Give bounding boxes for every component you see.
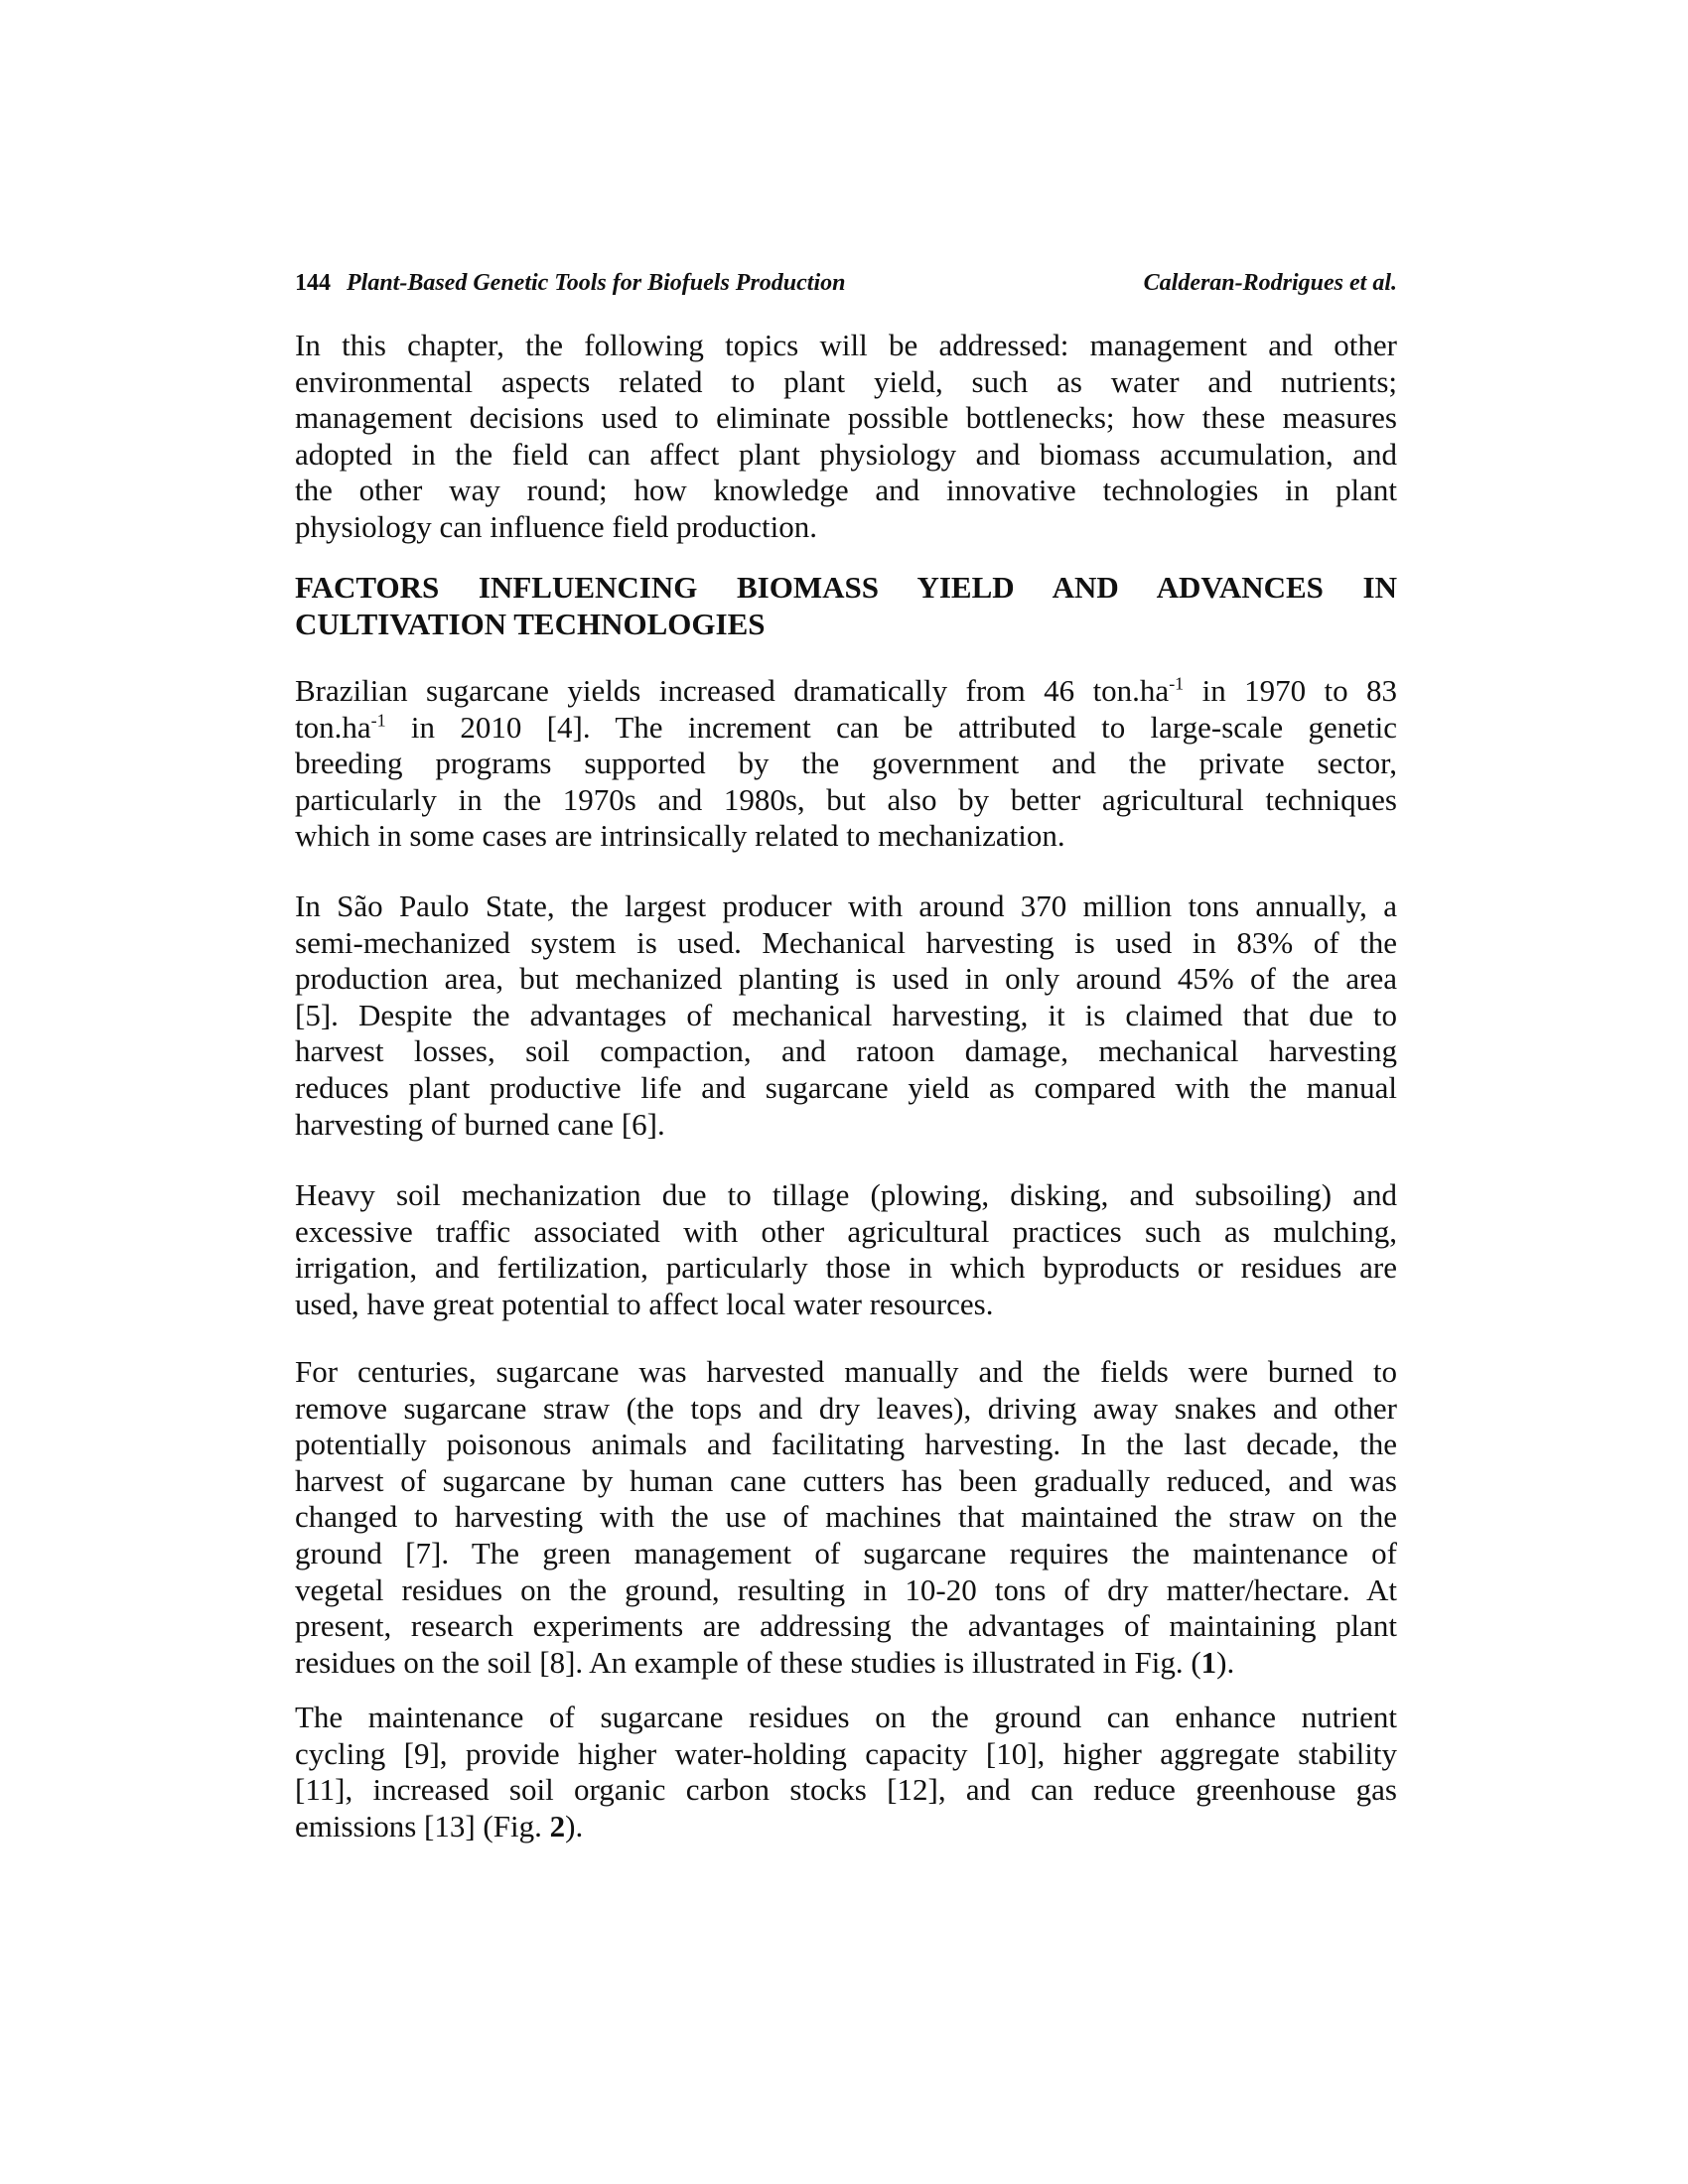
text-line: breeding programs supported by the government and the private sector, [295,746,1397,781]
text-line: adopted in the field can affect plant physiology and biomass accumulation, and [295,436,1397,472]
authors: Calderan-Rodrigues et al. [1143,270,1397,296]
text-line: $ton.ha^{-1}$ in 2010 [4]. The increment can be attributed to large-scale genetic [295,709,1397,745]
figure-reference: 2 [549,1808,566,1843]
text-line: residues on the soil [8]. An example of these studies is illustrated in Fig. (1). [295,1644,1235,1680]
paragraph-soil-mechanization [295,1177,1397,1322]
text-line: remove sugarcane straw (the tops and dry leaves), driving away snakes and other [295,1390,1397,1426]
text-line: Brazilian sugarcane yields increased dramatically from 46 $ton.ha^{-1}$ in 1970 to 83 [295,673,1397,708]
text-line: [11], increased soil organic carbon stocks [12], and can reduce greenhouse gas [295,1772,1397,1808]
running-header [295,270,1397,304]
text-line: emissions [13] (Fig. 2). [295,1808,584,1843]
text-line: production area, but mechanized planting is used in only around 45% of the area [295,961,1397,997]
text-line: In São Paulo State, the largest producer with around 370 million tons annually, a [295,888,1397,923]
book-title: Plant-Based Genetic Tools for Biofuels Production [347,270,846,296]
text-line: reduces plant productive life and sugarcane yield as compared with the manual [295,1069,1397,1105]
text-line: irrigation, and fertilization, particularly those in which byproducts or residues are [295,1250,1397,1286]
text-line: harvest of sugarcane by human cane cutters has been gradually reduced, and was [295,1462,1397,1498]
paragraph-harvesting-history [295,1354,1397,1681]
text-line: management decisions used to eliminate possible bottlenecks; how these measures [295,400,1397,436]
text-line: [5]. Despite the advantages of mechanical harvesting, it is claimed that due to [295,997,1397,1032]
text-line: The maintenance of sugarcane residues on the ground can enhance nutrient [295,1700,1397,1734]
text-line: Heavy soil mechanization due to tillage (plowing, disking, and subsoiling) and [295,1177,1397,1212]
paragraph-residue-benefits [295,1700,1397,1844]
text-line: used, have great potential to affect local water resources. [295,1286,994,1321]
heading-line: CULTIVATION TECHNOLOGIES [295,606,766,641]
heading-line: FACTORS INFLUENCING BIOMASS YIELD AND ADVANCES IN [295,570,1397,605]
text-line: potentially poisonous animals and facilitating harvesting. In the last decade, the [295,1427,1397,1462]
text-line: particularly in the 1970s and 1980s, but also by better agricultural techniques [295,781,1397,817]
paragraph-sao-paulo [295,888,1397,1143]
text-line: physiology can influence field production. [295,508,818,544]
text-line: present, research experiments are addressing the advantages of maintaining plant [295,1608,1397,1644]
text-line: cycling [9], provide higher water-holding capacity [10], higher aggregate stability [295,1735,1397,1771]
text-line: harvesting of burned cane [6]. [295,1106,665,1142]
section-heading [295,570,1397,642]
text-line: changed to harvesting with the use of machines that maintained the straw on the [295,1499,1397,1535]
page-number: 144 [295,270,331,296]
text-line: For centuries, sugarcane was harvested manually and the fields were burned to [295,1354,1397,1389]
text-line: environmental aspects related to plant yield, such as water and nutrients; [295,363,1397,399]
paragraph-yields [295,673,1397,855]
text-line: the other way round; how knowledge and innovative technologies in plant [295,473,1397,508]
text-line: semi-mechanized system is used. Mechanical harvesting is used in 83% of the [295,924,1397,960]
text-line: excessive traffic associated with other agricultural practices such as mulching, [295,1213,1397,1249]
intro-paragraph [295,328,1397,546]
figure-reference: 1 [1200,1644,1217,1680]
text-line: harvest losses, soil compaction, and ratoon damage, mechanical harvesting [295,1033,1397,1069]
text-line: ground [7]. The green management of sugarcane requires the maintenance of [295,1535,1397,1570]
text-line: In this chapter, the following topics will be addressed: management and other [295,328,1397,362]
text-line: which in some cases are intrinsically related to mechanization. [295,818,1065,854]
text-line: vegetal residues on the ground, resulting in 10-20 tons of dry matter/hectare. At [295,1571,1397,1607]
